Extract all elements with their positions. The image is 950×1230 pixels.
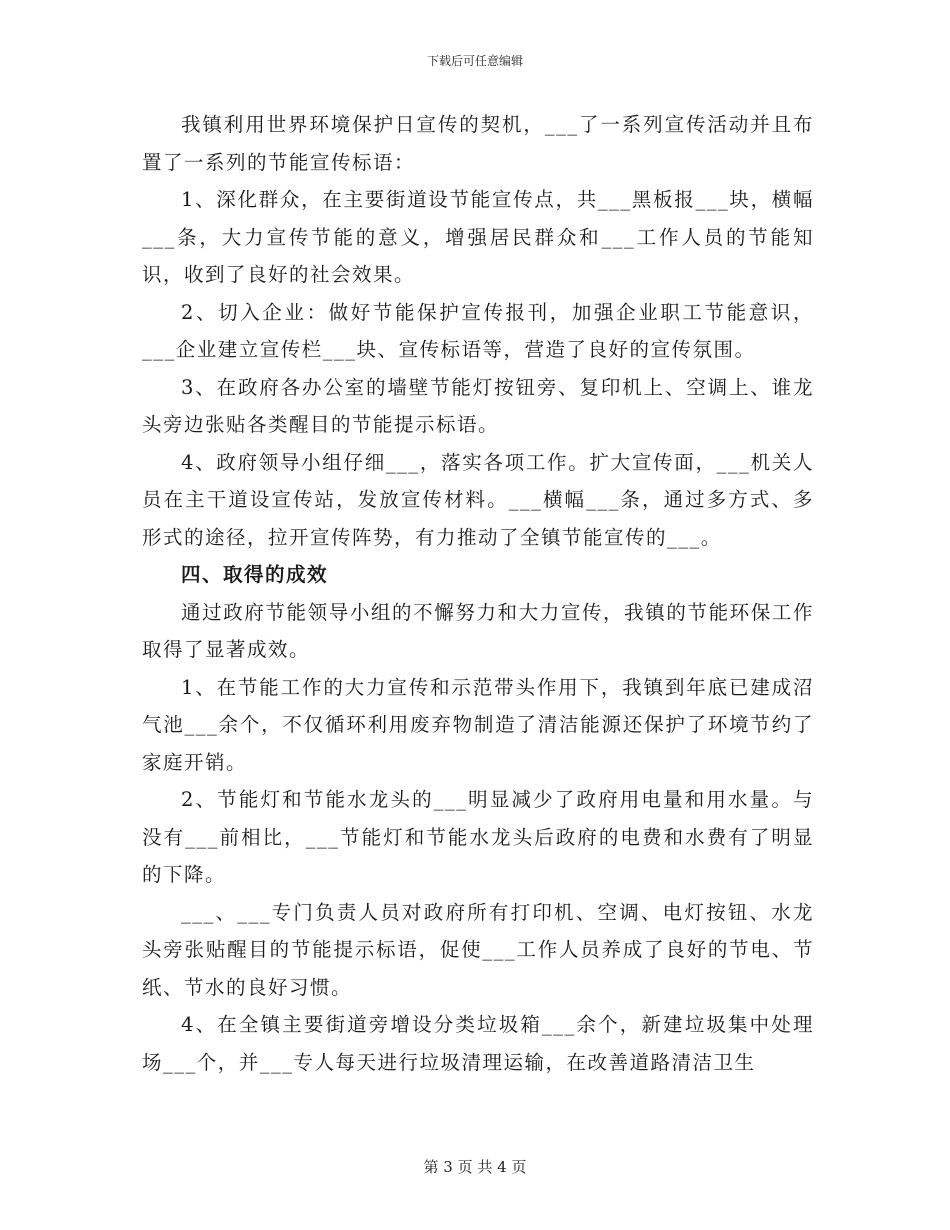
item-2-paragraph: 2、切入企业：做好节能保护宣传报刊，加强企业职工节能意识，___企业建立宣传栏___块、宣传标语等，营造了良好的宣传氛围。 [142,300,814,361]
page-footer: 第 3 页 共 4 页 [423,1158,527,1176]
result-4-paragraph: 4、在全镇主要街道旁增设分类垃圾箱___余个，新建垃圾集中处理场___个，并___专人每天进行垃圾清理运输，在改善道路清洁卫生 [142,1013,814,1074]
section-heading: 四、取得的成效 [181,563,329,586]
result-1-paragraph: 1、在节能工作的大力宣传和示范带头作用下，我镇到年底已建成沼气池___余个，不仅循环利用废弃物制造了清洁能源还保护了环境节约了家庭开销。 [142,675,814,774]
intro-paragraph: 我镇利用世界环境保护日宣传的契机，___了一系列宣传活动并且布置了一系列的节能宣传标语： [142,113,814,174]
results-intro-paragraph: 通过政府节能领导小组的不懈努力和大力宣传，我镇的节能环保工作取得了显著成效。 [142,600,814,661]
document-body [142,106,814,1081]
result-2-paragraph: 2、节能灯和节能水龙头的___明显减少了政府用电量和用水量。与没有___前相比，___节能灯和节能水龙头后政府的电费和水费有了明显的下降。 [142,788,814,886]
result-3-paragraph: ___、___专门负责人员对政府所有打印机、空调、电灯按钮、水龙头旁张贴醒目的节能提示标语，促使___工作人员养成了良好的节电、节纸、节水的良好习惯。 [142,900,814,999]
item-3-paragraph: 3、在政府各办公室的墙壁节能灯按钮旁、复印机上、空调上、谁龙头旁边张贴各类醒目的节能提示标语。 [142,375,814,436]
item-4-paragraph: 4、政府领导小组仔细___，落实各项工作。扩大宣传面，___机关人员在主干道设宣传站，发放宣传材料。___横幅___条，通过多方式、多形式的途径，拉开宣传阵势，有力推动了全镇节能宣传的___。 [142,450,814,549]
page-header: 下载后可任意编辑 [426,54,523,68]
item-1-paragraph: 1、深化群众，在主要街道设节能宣传点，共___黑板报___块，横幅___条，大力宣传节能的意义，增强居民群众和___工作人员的节能知识，收到了良好的社会效果。 [142,188,814,286]
